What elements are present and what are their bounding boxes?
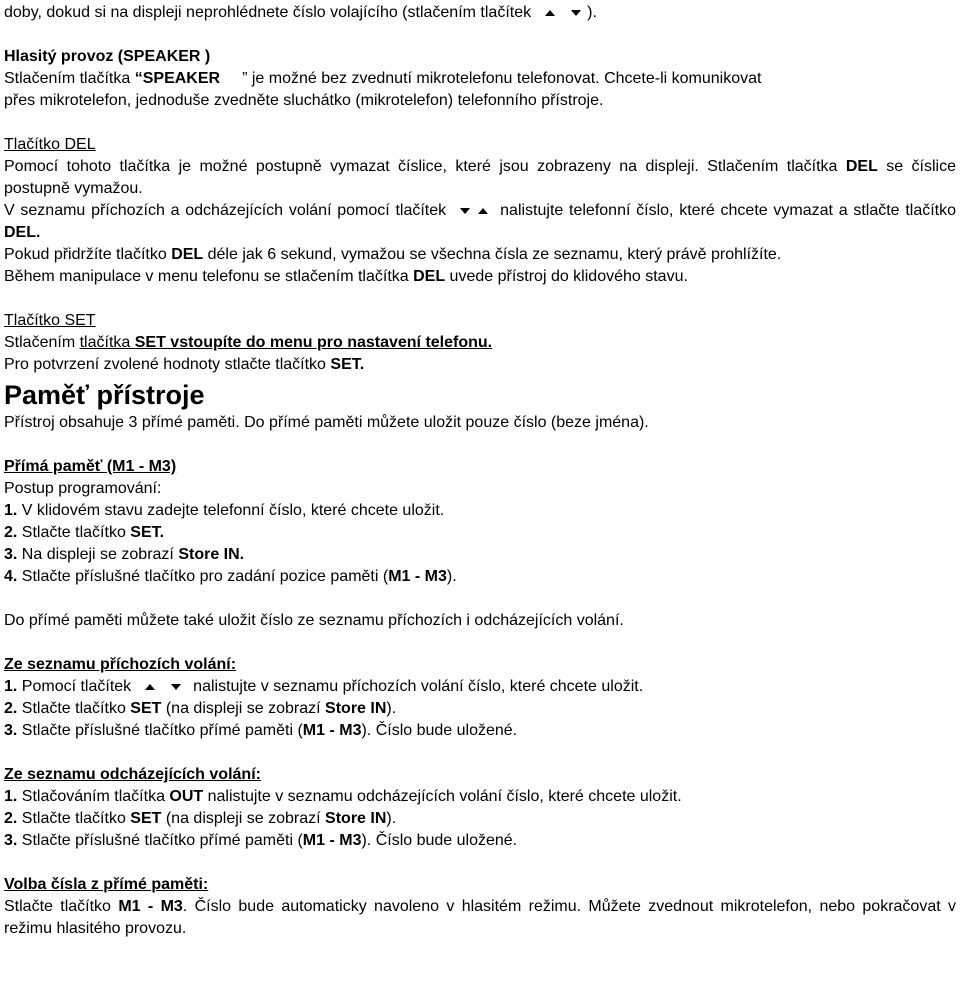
memory-also: Do přímé paměti můžete také uložit číslo ze seznamu příchozích i odcházejících volání.: [4, 612, 624, 629]
incoming-step-2: [4, 698, 956, 720]
del-key: DEL.: [4, 224, 41, 241]
del-p4-end: uvede přístroj do klidového stavu.: [445, 268, 688, 285]
step-end: ). Číslo bude uložené.: [361, 722, 518, 739]
step-4: [4, 566, 956, 588]
intro-line: [4, 2, 956, 24]
outgoing-title: Ze seznamu odcházejících volání:: [4, 766, 261, 783]
step-cont: nalistujte v seznamu příchozích volání číslo, které chcete uložit.: [193, 678, 644, 695]
del-p2-cont: nalistujte telefonní číslo, které chcete vymazat a stlačte tlačítko: [500, 202, 957, 219]
step-cont: nalistujte v seznamu odcházejících volání číslo, které chcete uložit.: [203, 788, 682, 805]
step-number: 2.: [4, 810, 18, 827]
del-p1-text: Pomocí tohoto tlačítka je možné postupně vymazat číslice, které jsou zobrazeny na displeji. Stlačením tlačítka: [4, 158, 846, 175]
procedure-label: Postup programování:: [4, 480, 162, 497]
set-title: Tlačítko SET: [4, 312, 96, 329]
dial-title: Volba čísla z přímé paměti:: [4, 876, 209, 893]
step-text: Stlačte tlačítko: [17, 810, 131, 827]
set-key: SET: [130, 810, 162, 827]
del-paragraph-1: [4, 156, 956, 200]
del-paragraph-3: [4, 244, 956, 266]
set-line-2: [4, 354, 956, 376]
set-l1-underlined: tlačítka: [79, 334, 135, 351]
step-text: Na displeji se zobrazí: [17, 546, 179, 563]
triangle-down-icon: [571, 10, 581, 16]
speaker-line-1: [4, 68, 956, 90]
direct-memory-title: Přímá paměť (M1 - M3): [4, 458, 177, 475]
del-p1-end: se číslice postupně vymažou.: [4, 158, 956, 197]
triangle-down-icon: [460, 208, 470, 214]
step-text: Stlačte příslušné tlačítko přímé paměti (: [17, 722, 303, 739]
memory-keys: M1 - M3: [388, 568, 447, 585]
step-number: 3.: [4, 832, 18, 849]
step-text: Stlačte příslušné tlačítko přímé paměti (: [17, 832, 303, 849]
outgoing-step-2: [4, 808, 956, 830]
step-end: ).: [386, 700, 397, 717]
incoming-step-3: [4, 720, 956, 742]
step-text: V klidovém stavu zadejte telefonní číslo, které chcete uložit.: [17, 502, 445, 519]
step-3: [4, 544, 956, 566]
triangle-up-icon: [545, 10, 555, 16]
outgoing-step-1: [4, 786, 956, 808]
step-number: 2.: [4, 524, 18, 541]
set-line-1: [4, 332, 956, 354]
set-l1-text: Stlačením: [4, 334, 80, 351]
store-in-label: Store IN: [325, 700, 387, 717]
set-l2-text: Pro potvrzení zvolené hodnoty stlačte tlačítko: [4, 356, 331, 373]
step-2: [4, 522, 956, 544]
set-key: SET.: [130, 524, 165, 541]
memory-keys: M1 - M3: [302, 832, 362, 849]
store-in-label: Store IN.: [178, 546, 245, 563]
del-p3-end: déle jak 6 sekund, vymažou se všechna čísla ze seznamu, který právě prohlížíte.: [203, 246, 782, 263]
set-key: SET: [130, 700, 162, 717]
set-l1-bold: SET vstoupíte do menu pro nastavení telefonu.: [134, 334, 493, 351]
triangle-down-icon: [171, 684, 181, 690]
step-number: 2.: [4, 700, 18, 717]
out-key: OUT: [169, 788, 204, 805]
memory-keys: M1 - M3: [302, 722, 362, 739]
step-text: Pomocí tlačítek: [17, 678, 132, 695]
speaker-title: Hlasitý provoz (SPEAKER ): [4, 48, 211, 65]
del-key: DEL: [845, 158, 878, 175]
step-end: ). Číslo bude uložené.: [361, 832, 518, 849]
step-1: [4, 500, 956, 522]
step-number: 1.: [4, 502, 18, 519]
del-title: Tlačítko DEL: [4, 136, 96, 153]
step-number: 3.: [4, 546, 18, 563]
dial-text: Stlačte tlačítko: [4, 898, 119, 915]
step-number: 1.: [4, 678, 18, 695]
store-in-label: Store IN: [325, 810, 387, 827]
del-key: DEL: [413, 268, 446, 285]
set-key: SET.: [330, 356, 365, 373]
step-text: Stlačte tlačítko: [17, 700, 131, 717]
speaker-text-a: Stlačením tlačítka: [4, 70, 131, 87]
step-number: 3.: [4, 722, 18, 739]
del-key: DEL: [171, 246, 204, 263]
del-p2-text: V seznamu příchozích a odcházejících volání pomocí tlačítek: [4, 202, 447, 219]
step-text: Stlačte příslušné tlačítko pro zadání pozice paměti (: [17, 568, 389, 585]
step-end: ).: [386, 810, 397, 827]
dial-end: . Číslo bude automaticky navoleno v hlasitém režimu. Můžete zvednout mikrotelefon, nebo pokračovat v režimu hlasitého provozu.: [4, 898, 957, 937]
del-p4-text: Během manipulace v menu telefonu se stlačením tlačítka: [4, 268, 414, 285]
memory-heading: Paměť přístroje: [4, 380, 205, 410]
step-text: Stlačte tlačítko: [17, 524, 131, 541]
dial-paragraph: [4, 896, 956, 940]
triangle-up-icon: [478, 208, 488, 214]
step-end: ).: [446, 568, 457, 585]
incoming-title: Ze seznamu příchozích volání:: [4, 656, 237, 673]
memory-intro: Přístroj obsahuje 3 přímé paměti. Do přímé paměti můžete uložit pouze číslo (beze jména).: [4, 414, 649, 431]
memory-keys: M1 - M3: [118, 898, 183, 915]
step-text: Stlačováním tlačítka: [17, 788, 170, 805]
speaker-line-2: přes mikrotelefon, jednoduše zvedněte sluchátko (mikrotelefon) telefonního přístroje.: [4, 92, 604, 109]
del-paragraph-2: [4, 200, 956, 244]
triangle-up-icon: [145, 684, 155, 690]
intro-text: doby, dokud si na displeji neprohlédnete číslo volajícího (stlačením tlačítek: [4, 4, 532, 21]
step-text: (na displeji se zobrazí: [161, 810, 326, 827]
speaker-key: “SPEAKER: [134, 70, 221, 87]
step-number: 4.: [4, 568, 18, 585]
incoming-step-1: [4, 676, 956, 698]
del-p3-text: Pokud přidržíte tlačítko: [4, 246, 172, 263]
outgoing-step-3: [4, 830, 956, 852]
speaker-text-c: ” je možné bez zvednutí mikrotelefonu telefonovat. Chcete-li komunikovat: [242, 70, 762, 87]
step-number: 1.: [4, 788, 18, 805]
del-paragraph-4: [4, 266, 956, 288]
intro-end: ).: [587, 4, 597, 21]
step-text: (na displeji se zobrazí: [161, 700, 326, 717]
